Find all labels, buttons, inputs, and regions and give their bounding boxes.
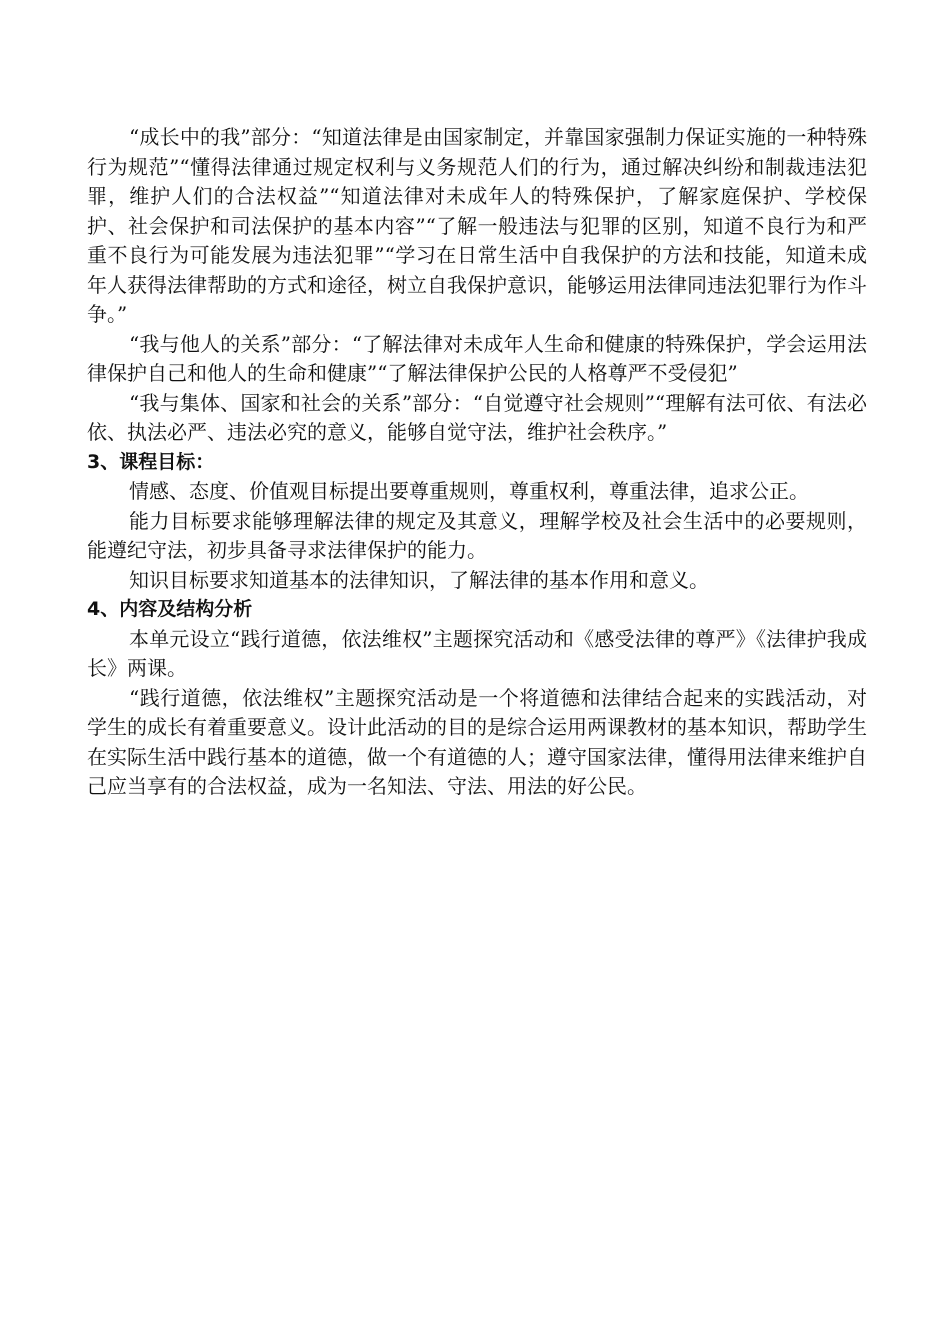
paragraph-growing-self: “成长中的我”部分：“知道法律是由国家制定，并靠国家强制力保证实施的一种特殊行为规范”“懂得法律通过规定权利与义务规范人们的行为，通过解决纠纷和制裁违法犯罪，维护人们的合法权益”“知道法律对未成年人的特殊保护，了解家庭保护、学校保护、社会保护和司法保护的基本内容”“了解一般违法与犯罪的区别，知道不良行为和严重不良行为可能发展为违法犯罪”“学习在日常生活中自我保护的方法和技能，知道未成年人获得法律帮助的方式和途径，树立自我保护意识，能够运用法律同违法犯罪行为作斗争。” bbox=[87, 125, 867, 326]
paragraph-ability-goal: 能力目标要求能够理解法律的规定及其意义，理解学校及社会生活中的必要规则，能遵纪守法，初步具备寻求法律保护的能力。 bbox=[87, 508, 867, 562]
document-page bbox=[87, 123, 867, 802]
paragraph-knowledge-goal: 知识目标要求知道基本的法律知识，了解法律的基本作用和意义。 bbox=[129, 567, 709, 592]
paragraph-emotion-goal: 情感、态度、价值观目标提出要尊重规则，尊重权利，尊重法律，追求公正。 bbox=[129, 479, 809, 503]
paragraph-unit-overview: 本单元设立“践行道德，依法维权”主题探究活动和《感受法律的尊严》《法律护我成长》两课。 bbox=[87, 626, 867, 680]
heading-content-structure: 4、内容及结构分析 bbox=[87, 598, 253, 620]
paragraph-activity-description: “践行道德，依法维权”主题探究活动是一个将道德和法律结合起来的实践活动，对学生的成长有着重要意义。设计此活动的目的是综合运用两课教材的基本知识，帮助学生在实际生活中践行基本的道德，做一个有道德的人；遵守国家法律，懂得用法律来维护自己应当享有的合法权益，成为一名知法、守法、用法的好公民。 bbox=[87, 685, 867, 798]
heading-course-goals: 3、课程目标： bbox=[87, 450, 215, 473]
paragraph-relations-society: “我与集体、国家和社会的关系”部分：“自觉遵守社会规则”“理解有法可依、有法必依、执法必严、违法必究的意义，能够自觉守法，维护社会秩序。” bbox=[87, 390, 867, 444]
paragraph-relations-others: “我与他人的关系”部分：“了解法律对未成年人生命和健康的特殊保护，学会运用法律保护自己和他人的生命和健康”“了解法律保护公民的人格尊严不受侵犯” bbox=[87, 331, 867, 385]
